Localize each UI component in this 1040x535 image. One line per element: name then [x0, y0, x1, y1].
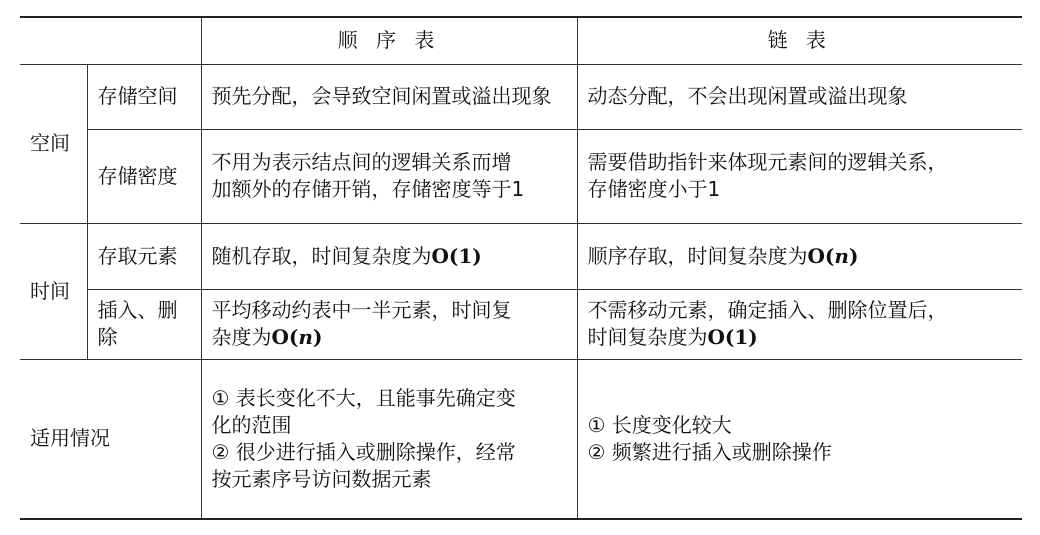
- seq-insert-delete: [201, 289, 577, 359]
- seq-storage-density: [201, 129, 577, 223]
- category-space: 空间: [20, 64, 87, 223]
- seq-storage-density-line2: 加额外的存储开销，存储密度等于1: [211, 177, 525, 201]
- label-storage-density: 存储密度: [87, 129, 201, 223]
- link-access: [577, 223, 1022, 289]
- seq-storage-space: 预先分配，会导致空间闲置或溢出现象: [201, 64, 577, 129]
- header-empty-cell: [20, 17, 201, 64]
- header-linked-list: 链 表: [577, 17, 1022, 64]
- row-usage: [20, 359, 1022, 519]
- seq-storage-density-line1: 不用为表示结点间的逻辑关系而增: [211, 150, 512, 174]
- link-storage-density: [577, 129, 1022, 223]
- seq-insert-delete-line1: 平均移动约表中一半元素，时间复: [211, 298, 512, 322]
- comparison-table: [20, 16, 1022, 520]
- seq-insert-delete-formula-close: ): [312, 325, 323, 349]
- label-storage-space: 存储空间: [87, 64, 201, 129]
- seq-insert-delete-line2: [212, 324, 567, 351]
- seq-access-formula: O(1): [431, 243, 482, 268]
- row-access: [20, 223, 1022, 289]
- category-time: 时间: [20, 223, 87, 359]
- link-usage-line1: ① 长度变化较大: [587, 412, 732, 437]
- header-row: [20, 17, 1022, 64]
- label-insert-delete-line2: 除: [97, 325, 118, 349]
- seq-insert-delete-formula-open: O(: [271, 325, 299, 349]
- label-insert-delete: [87, 289, 201, 359]
- link-access-text: 顺序存取，时间复杂度为: [587, 243, 808, 268]
- link-insert-delete-line2: [588, 324, 1013, 351]
- link-insert-delete: [577, 289, 1022, 359]
- seq-usage: [201, 359, 577, 519]
- link-access-formula-var: n: [834, 243, 849, 268]
- row-storage-space: [20, 64, 1022, 129]
- seq-access: [201, 223, 577, 289]
- link-access-formula-close: ): [848, 243, 859, 268]
- category-usage: 适用情况: [20, 359, 201, 519]
- seq-access-text: 随机存取，时间复杂度为: [211, 243, 432, 268]
- seq-insert-delete-text: 杂度为: [211, 325, 272, 349]
- seq-usage-line4: 按元素序号访问数据元素: [211, 466, 432, 491]
- link-usage: [577, 359, 1022, 519]
- seq-usage-line2: 化的范围: [211, 412, 292, 437]
- link-storage-density-line1: 需要借助指针来体现元素间的逻辑关系，: [587, 150, 948, 174]
- link-access-formula-open: O(: [807, 243, 835, 268]
- seq-usage-line3: ② 很少进行插入或删除操作，经常: [211, 439, 516, 464]
- row-storage-density: [20, 129, 1022, 223]
- label-insert-delete-line1: 插入、删: [97, 298, 178, 322]
- link-storage-space: 动态分配，不会出现闲置或溢出现象: [577, 64, 1022, 129]
- link-insert-delete-formula: O(1): [707, 325, 758, 349]
- link-insert-delete-text: 时间复杂度为: [587, 325, 708, 349]
- seq-insert-delete-formula-var: n: [298, 325, 313, 349]
- row-insert-delete: [20, 289, 1022, 359]
- seq-usage-line1: ① 表长变化不大，且能事先确定变: [211, 385, 516, 410]
- label-access: 存取元素: [87, 223, 201, 289]
- link-insert-delete-line1: 不需移动元素，确定插入、删除位置后，: [587, 298, 948, 322]
- link-usage-line2: ② 频繁进行插入或删除操作: [587, 439, 832, 464]
- link-storage-density-line2: 存储密度小于1: [587, 177, 721, 201]
- header-sequential-list: 顺 序 表: [201, 17, 577, 64]
